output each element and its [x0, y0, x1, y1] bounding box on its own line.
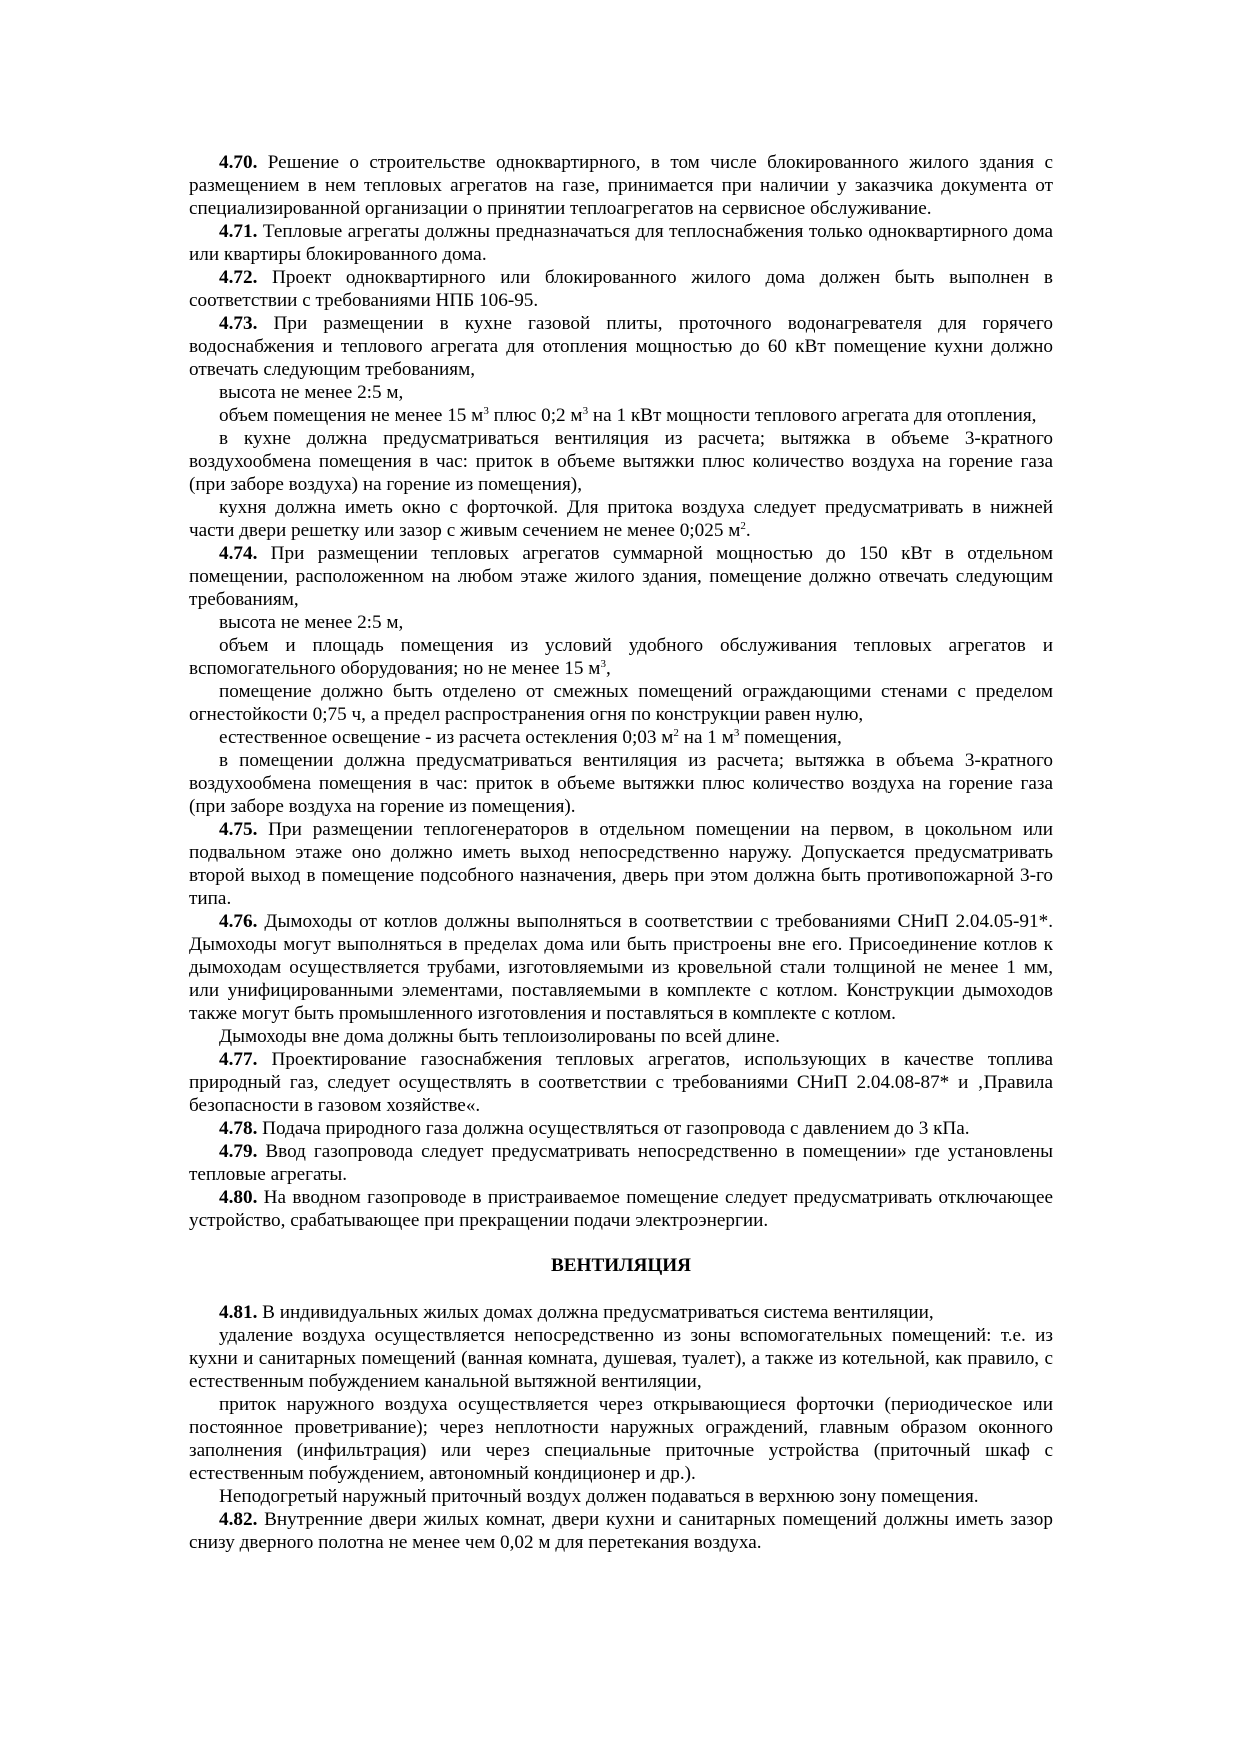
clause-number: 4.77.: [219, 1049, 258, 1070]
paragraph: [189, 611, 1053, 634]
clause-number: 4.78.: [219, 1118, 258, 1139]
paragraph-text: При размещении теплогенераторов в отдельном помещении на первом, в цокольном или подвальном этаже оно должно иметь выход непосредственно наружу. Допускается предусматривать второй выход в помещение подсобного назначения, дверь при этом должна быть противопожарной 3-го типа.: [189, 819, 1053, 909]
paragraph: [189, 1393, 1053, 1485]
paragraph: [189, 1485, 1053, 1508]
paragraph-text: помещение должно быть отделено от смежных помещений ограждающими стенами с пределом огнестойкости 0;75 ч, а предел распространения огня по конструкции равен нулю,: [189, 681, 1053, 725]
paragraph: [189, 634, 1053, 680]
paragraph-text: На вводном газопроводе в пристраиваемое помещение следует предусматривать отключающее устройство, срабатывающее при прекращении подачи электроэнергии.: [189, 1187, 1053, 1231]
clause-paragraph: [189, 1140, 1053, 1186]
paragraph: [189, 381, 1053, 404]
paragraph: [189, 496, 1053, 542]
clause-paragraph: [189, 910, 1053, 1025]
clause-paragraph: [189, 266, 1053, 312]
paragraph-text: Дымоходы вне дома должны быть теплоизолированы по всей длине.: [219, 1026, 780, 1047]
paragraph-text: объем помещения не менее 15 $м^3$ плюс 0;2 $м^3$ на 1 кВт мощности теплового агрегата для отопления,: [219, 405, 1037, 426]
clause-paragraph: [189, 1508, 1053, 1554]
paragraph-text: При размещении тепловых агрегатов суммарной мощностью до 150 кВт в отдельном помещении, расположенном на любом этаже жилого здания, помещение должно отвечать следующим требованиям,: [189, 543, 1053, 610]
section-body-after: [189, 1301, 1053, 1554]
clause-number: 4.75.: [219, 819, 258, 840]
clause-number: 4.72.: [219, 267, 258, 288]
paragraph-text: приток наружного воздуха осуществляется через открывающиеся форточки (периодическое или постоянное проветривание); через неплотности наружных ограждений, главным образом оконного заполнения (инфильтрация) или через специальные приточные устройства (приточный шкаф с естественным побуждением, автономный кондиционер и др.).: [189, 1394, 1053, 1484]
clause-paragraph: [189, 312, 1053, 381]
paragraph: [189, 726, 1053, 749]
paragraph-text: кухня должна иметь окно с форточкой. Для притока воздуха следует предусматривать в нижней части двери решетку или зазор с живым сечением не менее 0;025 $м^2$.: [189, 497, 1053, 541]
clause-number: 4.80.: [219, 1187, 258, 1208]
clause-number: 4.74.: [219, 543, 258, 564]
paragraph-text: высота не менее 2:5 м,: [219, 612, 404, 633]
clause-paragraph: [189, 151, 1053, 220]
section-heading: ВЕНТИЛЯЦИЯ: [550, 1255, 692, 1276]
paragraph: [189, 1025, 1053, 1048]
paragraph-text: Внутренние двери жилых комнат, двери кухни и санитарных помещений должны иметь зазор снизу дверного полотна не менее чем 0,02 м для перетекания воздуха.: [189, 1509, 1053, 1553]
paragraph: [189, 404, 1053, 427]
paragraph-text: в помещении должна предусматриваться вентиляция из расчета; вытяжка в объема 3-кратного воздухообмена помещения в час: приток в объеме вытяжки плюс количество воздуха на горение газа (при заборе воздуха на горение из помещения).: [189, 750, 1053, 817]
paragraph-text: естественное освещение - из расчета остекления 0;03 $м^2$ на 1 $м^3$ помещения,: [219, 727, 842, 748]
clause-number: 4.82.: [219, 1509, 258, 1530]
paragraph-text: Дымоходы от котлов должны выполняться в соответствии с требованиями СНиП 2.04.05-91*. Дымоходы могут выполняться в пределах дома или быть пристроены вне его. Присоединение котлов к дымоходам осуществляется трубами, изготовляемыми из кровельной стали толщиной не менее 1 мм, или унифицированными элементами, поставляемыми в комплекте с котлом. Конструкции дымоходов также могут быть промышленного изготовления и поставляться в комплекте с котлом.: [189, 911, 1053, 1024]
paragraph-text: В индивидуальных жилых домах должна предусматриваться система вентиляции,: [257, 1302, 934, 1323]
paragraph: [189, 749, 1053, 818]
paragraph-text: Проект одноквартирного или блокированного жилого дома должен быть выполнен в соответствии с требованиями НПБ 106-95.: [189, 267, 1053, 311]
paragraph: [189, 680, 1053, 726]
paragraph-text: Подача природного газа должна осуществляться от газопровода с давлением до 3 кПа.: [257, 1118, 970, 1139]
clause-number: 4.70.: [219, 152, 258, 173]
paragraph-text: Неподогретый наружный приточный воздух должен подаваться в верхнюю зону помещения.: [219, 1486, 979, 1507]
paragraph-text: Проектирование газоснабжения тепловых агрегатов, использующих в качестве топлива природный газ, следует осуществлять в соответствии с требованиями СНиП 2.04.08-87* и ‚Правила безопасности в газовом хозяйстве«.: [189, 1049, 1053, 1116]
clause-paragraph: [189, 1301, 1053, 1324]
section-body-before: [189, 151, 1053, 1232]
paragraph-text: Ввод газопровода следует предусматривать непосредственно в помещении» где установлены тепловые агрегаты.: [189, 1141, 1053, 1185]
paragraph-text: объем и площадь помещения из условий удобного обслуживания тепловых агрегатов и вспомогательного оборудования; но не менее 15 $м^3$,: [189, 635, 1053, 679]
paragraph: [189, 427, 1053, 496]
paragraph-text: в кухне должна предусматриваться вентиляция из расчета; вытяжка в объеме 3-кратного воздухообмена помещения в час: приток в объеме вытяжки плюс количество воздуха на горение газа (при заборе воздуха) на горение из помещения),: [189, 428, 1053, 495]
clause-paragraph: [189, 1186, 1053, 1232]
clause-paragraph: [189, 220, 1053, 266]
paragraph-text: удаление воздуха осуществляется непосредственно из зоны вспомогательных помещений: т.е. из кухни и санитарных помещений (ванная комната, душевая, туалет), а также из котельной, как правило, с естественным побуждением канальной вытяжной вентиляции,: [189, 1325, 1053, 1392]
clause-paragraph: [189, 1117, 1053, 1140]
clause-number: 4.76.: [219, 911, 258, 932]
clause-number: 4.79.: [219, 1141, 258, 1162]
paragraph-text: Тепловые агрегаты должны предназначаться для теплоснабжения только одноквартирного дома или квартиры блокированного дома.: [189, 221, 1053, 265]
clause-paragraph: [189, 1048, 1053, 1117]
paragraph: [189, 1324, 1053, 1393]
paragraph-text: высота не менее 2:5 м,: [219, 382, 404, 403]
paragraph-text: При размещении в кухне газовой плиты, проточного водонагревателя для горячего водоснабжения и теплового агрегата для отопления мощностью до 60 кВт помещение кухни должно отвечать следующим требованиям,: [189, 313, 1053, 380]
clause-number: 4.73.: [219, 313, 258, 334]
paragraph-text: Решение о строительстве одноквартирного, в том числе блокированного жилого здания с размещением в нем тепловых агрегатов на газе, принимается при наличии у заказчика документа от специализированной организации о принятии теплоагрегатов на сервисное обслуживание.: [189, 152, 1053, 219]
clause-number: 4.71.: [219, 221, 258, 242]
clause-paragraph: [189, 542, 1053, 611]
clause-number: 4.81.: [219, 1302, 258, 1323]
clause-paragraph: [189, 818, 1053, 910]
